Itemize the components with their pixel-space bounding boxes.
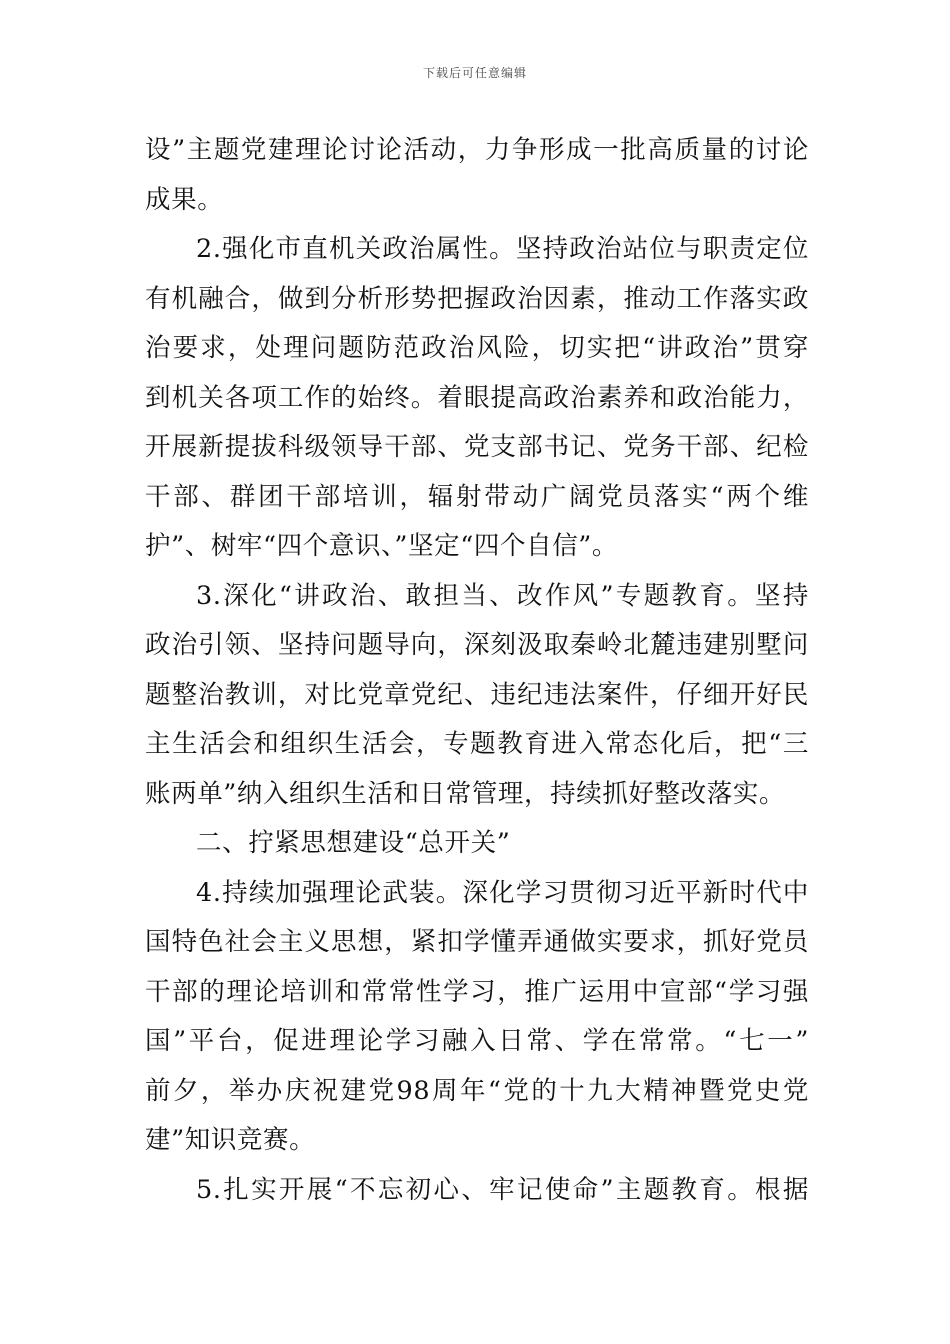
text-line: 护”、树牢“四个意识、”坚定“四个自信”。 bbox=[145, 531, 619, 561]
text-line: 成果。 bbox=[145, 184, 224, 215]
text-line: 账两单”纳入组织生活和日常管理，持续抓好整改落实。 bbox=[145, 778, 786, 809]
text-line: 治要求，处理问题防范政治风险，切实把“讲政治”贯穿 bbox=[145, 333, 809, 363]
text-line: 建”知识竞赛。 bbox=[145, 1125, 316, 1155]
text-line: 国”平台，促进理论学习融入日常、学在常常。“七一” bbox=[145, 1026, 809, 1056]
text-line: 二、拧紧思想建设“总开关” bbox=[196, 828, 511, 858]
text-line: 设”主题党建理论讨论活动，力争形成一批高质量的讨论 bbox=[145, 135, 809, 165]
text-line: 干部、群团干部培训，辐射带动广阔党员落实“两个维 bbox=[145, 481, 809, 512]
text-line: 国特色社会主义思想，紧扣学懂弄通做实要求，抓好党员 bbox=[145, 927, 809, 957]
document-body bbox=[145, 126, 809, 1215]
text-line: 2.强化市直机关政治属性。坚持政治站位与职责定位 bbox=[196, 234, 809, 264]
text-line: 开展新提拔科级领导干部、党支部书记、党务干部、纪检 bbox=[145, 432, 809, 462]
text-line: 政治引领、坚持问题导向，深刻汲取秦岭北麓违建别墅问 bbox=[145, 630, 809, 660]
text-line: 到机关各项工作的始终。着眼提高政治素养和政治能力， bbox=[145, 382, 809, 413]
text-line: 4.持续加强理论武装。深化学习贯彻习近平新时代中 bbox=[196, 877, 809, 908]
text-line: 有机融合，做到分析形势把握政治因素，推动工作落实政 bbox=[145, 283, 809, 314]
text-line: 干部的理论培训和常常性学习，推广运用中宣部“学习强 bbox=[145, 976, 809, 1007]
text-line: 3.深化“讲政治、敢担当、改作风”专题教育。坚持 bbox=[196, 580, 809, 611]
text-line: 5.扎实开展“不忘初心、牢记使命”主题教育。根据 bbox=[196, 1174, 809, 1205]
text-line: 主生活会和组织生活会，专题教育进入常态化后，把“三 bbox=[145, 729, 809, 759]
text-line: 题整治教训，对比党章党纪、违纪违法案件，仔细开好民 bbox=[145, 679, 809, 710]
page-header: 下载后可任意编辑 bbox=[422, 66, 527, 80]
text-line: 前夕，举办庆祝建党98周年“党的十九大精神暨党史党 bbox=[145, 1075, 809, 1106]
